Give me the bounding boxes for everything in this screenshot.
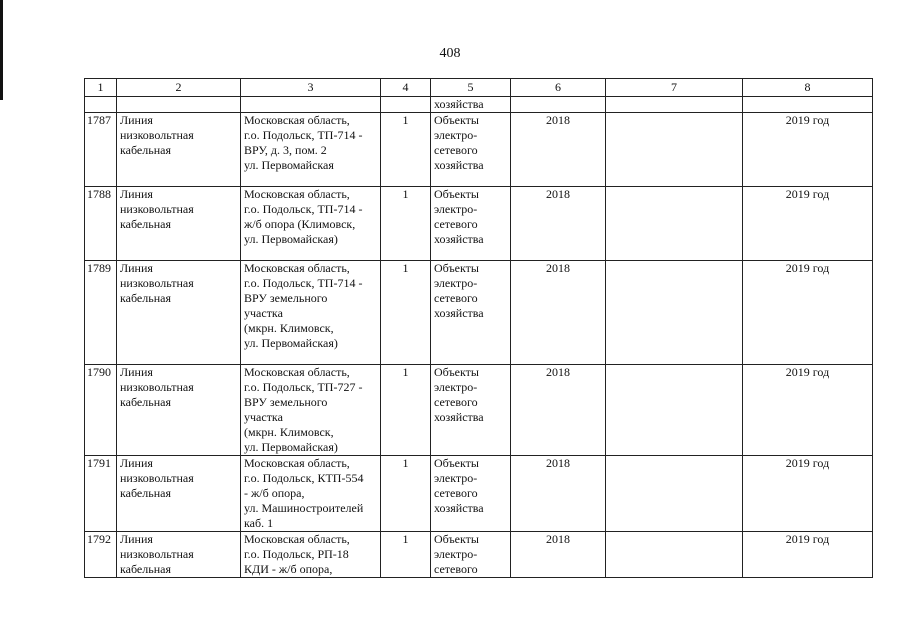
object-type-line: Объекты	[434, 187, 479, 201]
object-address-line: ул. Первомайская)	[244, 440, 338, 454]
table-row	[85, 365, 873, 456]
table-row	[85, 456, 873, 532]
quantity: 1	[381, 532, 431, 578]
continuation-row	[85, 97, 873, 113]
object-address-line: Московская область,	[244, 365, 350, 379]
column-7	[606, 456, 743, 532]
object-type	[431, 365, 511, 456]
object-address	[241, 113, 381, 187]
object-name-line: Линия	[120, 261, 153, 275]
object-name-line: низковольтная	[120, 128, 194, 142]
object-name	[117, 261, 241, 365]
row-number: 1790	[85, 365, 117, 456]
header-row	[85, 79, 873, 97]
period: 2019 год	[743, 456, 873, 532]
object-type	[431, 456, 511, 532]
object-type	[431, 261, 511, 365]
object-type-line: хозяйства	[434, 232, 484, 246]
period: 2019 год	[743, 532, 873, 578]
object-address-line: КДИ - ж/б опора,	[244, 562, 333, 576]
object-address-line: ул. Первомайская	[244, 158, 334, 172]
quantity: 1	[381, 261, 431, 365]
page-number: 408	[439, 46, 461, 61]
object-type	[431, 532, 511, 578]
object-address-line: - ж/б опора,	[244, 486, 305, 500]
cont-cell-8	[743, 97, 873, 113]
object-address-line: участка	[244, 410, 283, 424]
col-header-3: 3	[241, 79, 381, 97]
object-address	[241, 532, 381, 578]
year: 2018	[511, 261, 606, 365]
object-type-line: Объекты	[434, 532, 479, 546]
object-name-line: Линия	[120, 456, 153, 470]
row-number: 1788	[85, 187, 117, 261]
object-address-line: Московская область,	[244, 187, 350, 201]
object-address-line: (мкрн. Климовск,	[244, 321, 334, 335]
object-address-line: ж/б опора (Климовск,	[244, 217, 356, 231]
object-type-line: сетевого	[434, 217, 478, 231]
table-row	[85, 113, 873, 187]
object-type-line: хозяйства	[434, 306, 484, 320]
object-name-line: кабельная	[120, 291, 171, 305]
object-name-line: низковольтная	[120, 380, 194, 394]
object-type-line: электро-	[434, 380, 478, 394]
object-address-line: г.о. Подольск, ТП-727 -	[244, 380, 363, 394]
object-type	[431, 113, 511, 187]
object-address-line: ул. Машиностроителей	[244, 501, 364, 515]
object-address-line: ул. Первомайская)	[244, 232, 338, 246]
cont-cell-6	[511, 97, 606, 113]
object-address-line: Московская область,	[244, 113, 350, 127]
object-address	[241, 456, 381, 532]
year: 2018	[511, 532, 606, 578]
period: 2019 год	[743, 365, 873, 456]
col-header-8: 8	[743, 79, 873, 97]
column-7	[606, 532, 743, 578]
period: 2019 год	[743, 187, 873, 261]
year: 2018	[511, 187, 606, 261]
object-address	[241, 261, 381, 365]
object-address-line: г.о. Подольск, РП-18	[244, 547, 349, 561]
registry-table	[84, 78, 873, 578]
column-7	[606, 261, 743, 365]
object-type-line: сетевого	[434, 143, 478, 157]
object-address-line: Московская область,	[244, 261, 350, 275]
row-number: 1787	[85, 113, 117, 187]
col-header-2: 2	[117, 79, 241, 97]
object-address-line: г.о. Подольск, ТП-714 -	[244, 202, 363, 216]
column-7	[606, 187, 743, 261]
object-type-line: электро-	[434, 547, 478, 561]
row-number: 1791	[85, 456, 117, 532]
quantity: 1	[381, 456, 431, 532]
object-name-line: кабельная	[120, 217, 171, 231]
object-address-line: (мкрн. Климовск,	[244, 425, 334, 439]
object-address-line: Московская область,	[244, 532, 350, 546]
object-type-line: Объекты	[434, 365, 479, 379]
object-type-line: сетевого	[434, 486, 478, 500]
object-type-line: электро-	[434, 276, 478, 290]
object-address-line: каб. 1	[244, 516, 274, 530]
object-name-line: кабельная	[120, 395, 171, 409]
year: 2018	[511, 365, 606, 456]
object-type-line: электро-	[434, 128, 478, 142]
object-type-line: Объекты	[434, 456, 479, 470]
object-type	[431, 187, 511, 261]
col-header-7: 7	[606, 79, 743, 97]
object-address-line: ВРУ, д. 3, пом. 2	[244, 143, 327, 157]
object-address	[241, 365, 381, 456]
object-type-line: сетевого	[434, 562, 478, 576]
row-number: 1789	[85, 261, 117, 365]
object-name-line: Линия	[120, 532, 153, 546]
object-address	[241, 187, 381, 261]
object-name	[117, 113, 241, 187]
table-row	[85, 532, 873, 578]
object-type-line: хозяйства	[434, 158, 484, 172]
object-type-line: электро-	[434, 202, 478, 216]
column-7	[606, 365, 743, 456]
object-address-line: ВРУ земельного	[244, 395, 328, 409]
object-name	[117, 532, 241, 578]
object-type-line: хозяйства	[434, 501, 484, 515]
object-name-line: низковольтная	[120, 202, 194, 216]
object-address-line: г.о. Подольск, ТП-714 -	[244, 128, 363, 142]
row-number: 1792	[85, 532, 117, 578]
object-name-line: кабельная	[120, 562, 171, 576]
year: 2018	[511, 113, 606, 187]
object-name	[117, 187, 241, 261]
object-name-line: низковольтная	[120, 471, 194, 485]
object-type-line: Объекты	[434, 261, 479, 275]
cont-cell-3	[241, 97, 381, 113]
quantity: 1	[381, 187, 431, 261]
object-name	[117, 456, 241, 532]
object-type-line: электро-	[434, 471, 478, 485]
col-header-1: 1	[85, 79, 117, 97]
object-address-line: Московская область,	[244, 456, 350, 470]
cont-cell-1	[85, 97, 117, 113]
object-type-line: Объекты	[434, 113, 479, 127]
object-address-line: ВРУ земельного	[244, 291, 328, 305]
quantity: 1	[381, 365, 431, 456]
object-type-line: сетевого	[434, 395, 478, 409]
col-header-5: 5	[431, 79, 511, 97]
object-address-line: г.о. Подольск, ТП-714 -	[244, 276, 363, 290]
object-type-line: сетевого	[434, 291, 478, 305]
object-name-line: Линия	[120, 113, 153, 127]
object-type-line: хозяйства	[434, 410, 484, 424]
year: 2018	[511, 456, 606, 532]
object-address-line: г.о. Подольск, КТП-554	[244, 471, 364, 485]
period: 2019 год	[743, 261, 873, 365]
table-row	[85, 261, 873, 365]
object-name-line: кабельная	[120, 486, 171, 500]
object-name	[117, 365, 241, 456]
column-7	[606, 113, 743, 187]
cont-cell-5: хозяйства	[431, 97, 511, 113]
object-address-line: ул. Первомайская)	[244, 336, 338, 350]
cont-cell-2	[117, 97, 241, 113]
col-header-6: 6	[511, 79, 606, 97]
object-address-line: участка	[244, 306, 283, 320]
object-name-line: Линия	[120, 365, 153, 379]
quantity: 1	[381, 113, 431, 187]
object-name-line: низковольтная	[120, 547, 194, 561]
period: 2019 год	[743, 113, 873, 187]
object-name-line: кабельная	[120, 143, 171, 157]
cont-cell-7	[606, 97, 743, 113]
col-header-4: 4	[381, 79, 431, 97]
cont-cell-4	[381, 97, 431, 113]
table-row	[85, 187, 873, 261]
object-name-line: Линия	[120, 187, 153, 201]
object-name-line: низковольтная	[120, 276, 194, 290]
